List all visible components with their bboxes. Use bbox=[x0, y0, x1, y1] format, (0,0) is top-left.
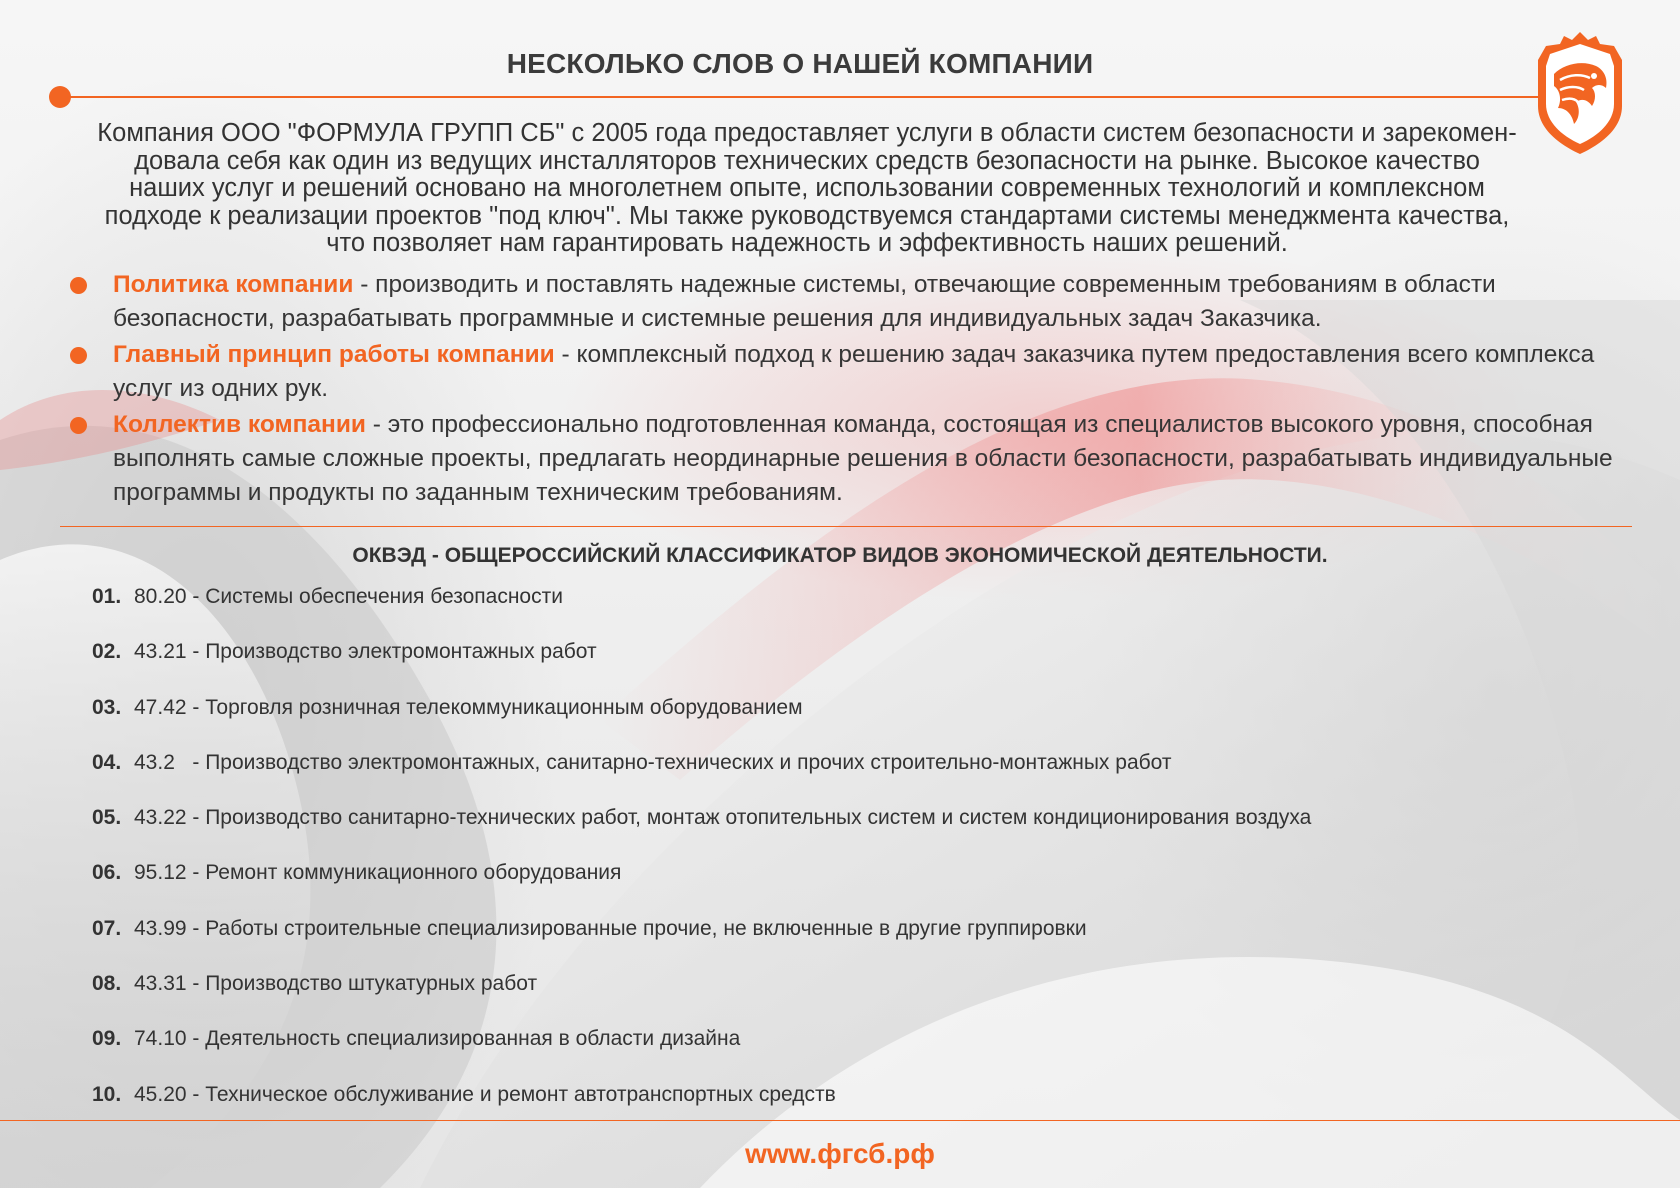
bullet-heading: Главный принцип работы компании bbox=[113, 341, 555, 368]
bullet-heading: Коллектив компании bbox=[113, 411, 366, 438]
item-text: 43.31 - Производство штукатурных работ bbox=[134, 972, 538, 996]
intro-line: наших услуг и решений основано на многолетнем опыте, использовании современных технологий и комплексном bbox=[129, 174, 1485, 202]
item-number: 08. bbox=[92, 972, 122, 996]
list-item bbox=[92, 696, 1542, 751]
list-item bbox=[92, 640, 1542, 695]
list-item bbox=[92, 806, 1542, 861]
section-divider bbox=[60, 526, 1632, 527]
item-number: 09. bbox=[92, 1027, 122, 1051]
item-number: 03. bbox=[92, 695, 122, 719]
bullet-dot-icon bbox=[70, 277, 87, 294]
bullet-heading: Политика компании bbox=[113, 271, 354, 298]
list-item bbox=[92, 972, 1542, 1027]
list-item bbox=[92, 861, 1542, 916]
bullet-company-policy bbox=[0, 268, 1680, 336]
list-item bbox=[92, 917, 1542, 972]
item-number: 10. bbox=[92, 1082, 122, 1106]
item-number: 07. bbox=[92, 916, 122, 940]
item-text: 45.20 - Техническое обслуживание и ремонт автотранспортных средств bbox=[134, 1082, 836, 1106]
item-text: 43.22 - Производство санитарно-технических работ, монтаж отопительных систем и систем кондиционирования воздуха bbox=[134, 806, 1312, 830]
item-number: 04. bbox=[92, 750, 122, 774]
title-underline bbox=[60, 96, 1555, 98]
page-title: НЕСКОЛЬКО СЛОВ О НАШЕЙ КОМПАНИИ bbox=[506, 48, 1094, 79]
bullet-main-principle bbox=[0, 338, 1680, 406]
bullet-text: - производить и поставлять надежные системы, отвечающие современным требованиям в области безопасности, разрабатывать программные и системные решения для индивидуальных задач Заказчика. bbox=[113, 271, 1496, 332]
list-item bbox=[92, 585, 1542, 640]
bullet-text: - комплексный подход к решению задач заказчика путем предоставления всего комплекса услуг из одних рук. bbox=[113, 341, 1595, 402]
intro-line: подходе к реализации проектов "под ключ". Мы также руководствуемся стандартами системы менеджмента качества, bbox=[104, 201, 1510, 230]
item-text: 47.42 - Торговля розничная телекоммуникационным оборудованием bbox=[134, 695, 803, 719]
item-text: 95.12 - Ремонт коммуникационного оборудования bbox=[134, 861, 622, 885]
intro-line: довала себя как один из ведущих инсталляторов технических средств безопасности на рынке. Высокое качество bbox=[134, 146, 1480, 175]
list-item bbox=[92, 1027, 1542, 1082]
okved-list bbox=[92, 585, 1542, 1138]
bullet-dot-icon bbox=[70, 347, 87, 364]
list-item bbox=[92, 1083, 1542, 1138]
footer-divider bbox=[0, 1120, 1680, 1121]
item-text: 43.2 - Производство электромонтажных, санитарно-технических и прочих строительно-монтажных работ bbox=[134, 750, 1172, 774]
item-number: 05. bbox=[92, 806, 122, 830]
item-text: 43.21 - Производство электромонтажных работ bbox=[134, 640, 597, 664]
item-number: 02. bbox=[92, 640, 122, 664]
bullet-dot-icon bbox=[70, 417, 87, 434]
intro-paragraph bbox=[62, 120, 1552, 258]
bullet-text: - это профессионально подготовленная команда, состоящая из специалистов высокого уровня, способная выполнять самые сложные проекты, предлагать неординарные решения в области безопасности, разрабатывать индивидуальные программы и продукты по заданным техническим требованиям. bbox=[113, 411, 1613, 506]
list-item bbox=[92, 751, 1542, 806]
okved-title: ОКВЭД - ОБЩЕРОССИЙСКИЙ КЛАССИФИКАТОР ВИДОВ ЭКОНОМИЧЕСКОЙ ДЕЯТЕЛЬНОСТИ. bbox=[352, 544, 1328, 567]
intro-line: Компания ООО "ФОРМУЛА ГРУПП СБ" с 2005 года предоставляет услуги в области систем безопасности и зарекомен- bbox=[97, 119, 1517, 147]
footer-website-link[interactable]: www.фгсб.рф bbox=[745, 1138, 935, 1169]
item-text: 43.99 - Работы строительные специализированные прочие, не включенные в другие группировки bbox=[134, 916, 1087, 940]
item-number: 06. bbox=[92, 861, 122, 885]
bullet-company-team bbox=[0, 408, 1680, 510]
bullet-list bbox=[0, 268, 1680, 512]
item-text: 80.20 - Системы обеспечения безопасности bbox=[134, 585, 563, 608]
item-number: 01. bbox=[92, 585, 122, 608]
item-text: 74.10 - Деятельность специализированная в области дизайна bbox=[134, 1027, 741, 1051]
intro-line: что позволяет нам гарантировать надежность и эффективность наших решений. bbox=[326, 229, 1288, 257]
title-dot bbox=[49, 86, 71, 108]
